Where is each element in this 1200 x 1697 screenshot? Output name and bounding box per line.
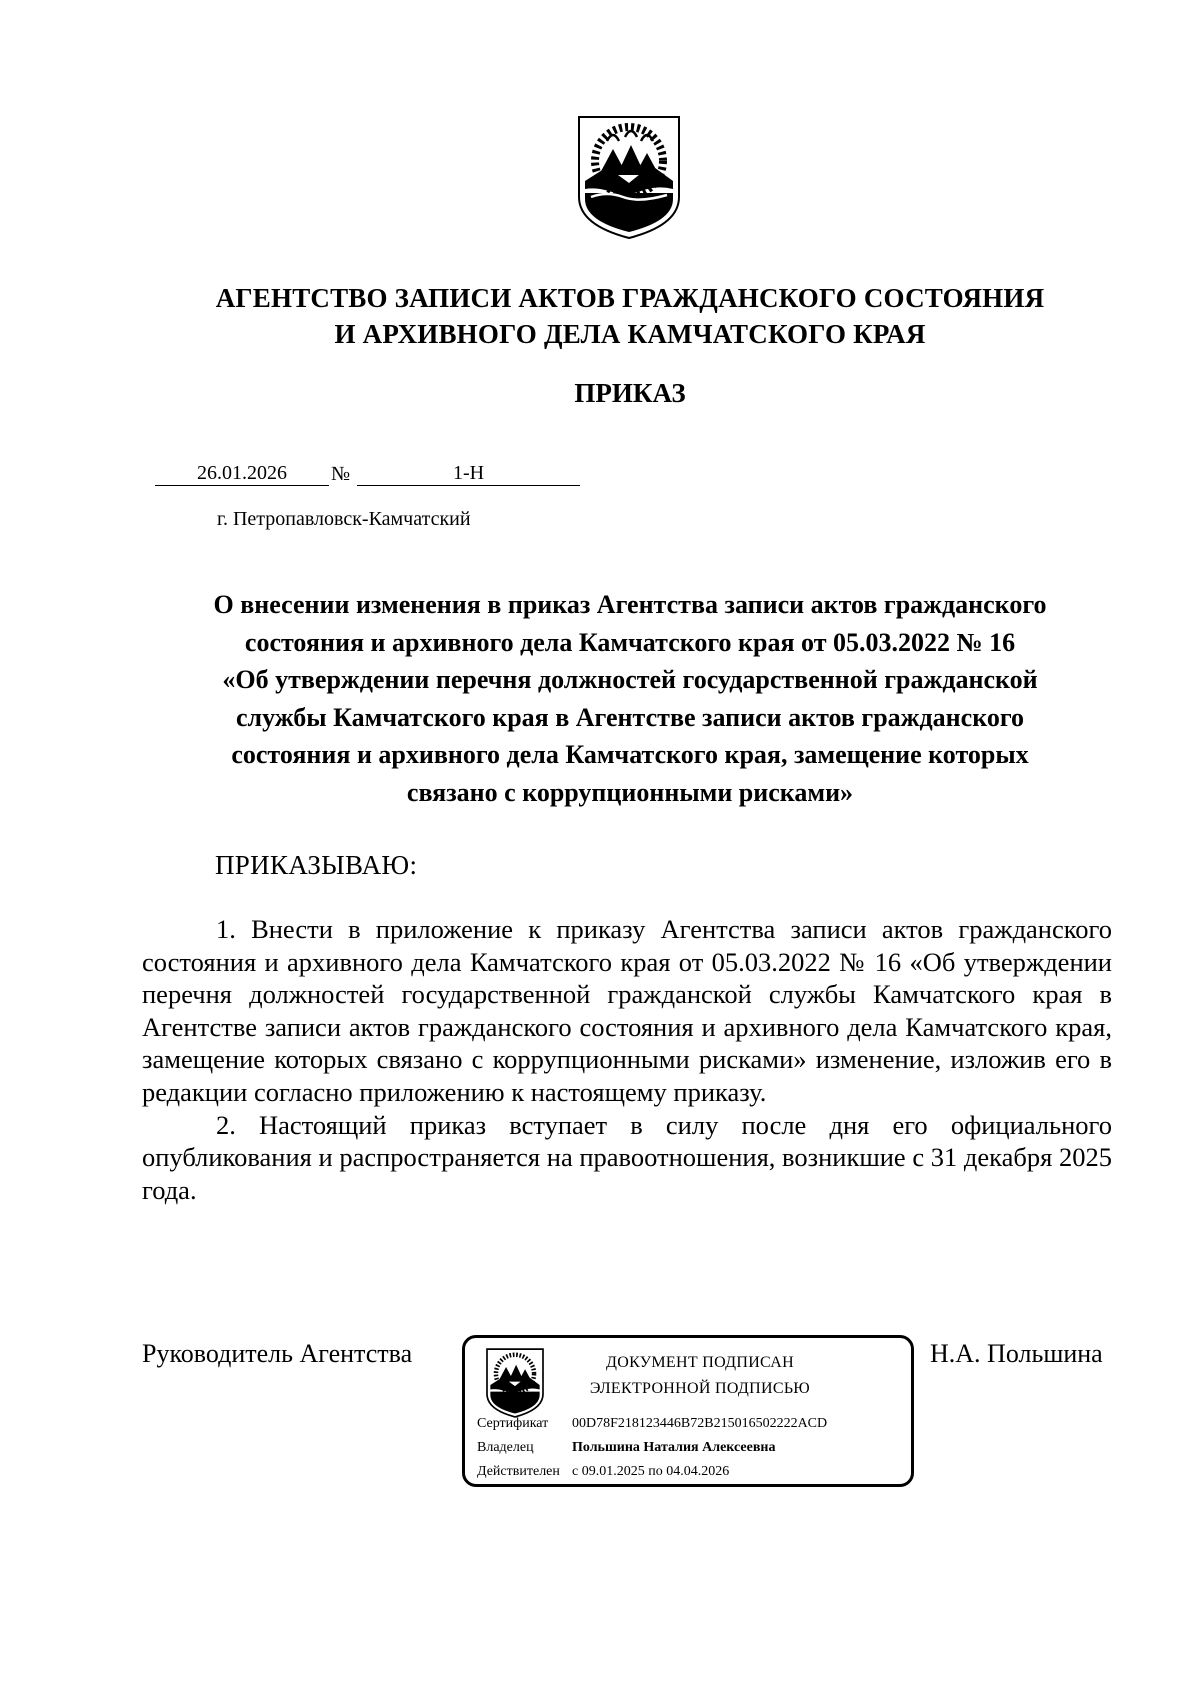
subject-line: связано с коррупционными рисками» [406, 777, 854, 807]
subject-line: «Об утверждении перечня должностей государственной гражданской [222, 665, 1038, 694]
owner-value: Польшина Наталия Алексеевна [572, 1440, 776, 1455]
valid-value: с 09.01.2025 по 04.04.2026 [572, 1464, 730, 1479]
stamp-header-line2: ЭЛЕКТРОННОЙ ПОДПИСЬЮ [589, 1380, 811, 1397]
agency-title [60, 280, 1200, 352]
stamp-emblem [485, 1348, 545, 1418]
coat-of-arms-icon [485, 1348, 545, 1418]
order-date: 26.01.2026 [155, 461, 329, 486]
signatory-title: Руководитель Агентства [142, 1339, 413, 1368]
stamp-certificate-row [477, 1416, 827, 1432]
owner-label: Владелец [477, 1440, 534, 1455]
valid-label: Действителен [477, 1464, 560, 1479]
number-sign: № [331, 463, 351, 485]
stamp-validity-row [477, 1464, 729, 1480]
certificate-label: Сертификат [477, 1416, 549, 1431]
coat-of-arms-icon [577, 115, 681, 240]
order-date-number-line [155, 462, 580, 486]
signatory-name: Н.А. Польшина [930, 1339, 1103, 1368]
paragraph-2: 2. Настоящий приказ вступает в силу после дня его официального опубликования и распространяется на правоотношения, возникшие с 31 декабря 2025 года. [142, 1109, 1112, 1205]
stamp-owner-row [477, 1440, 775, 1456]
certificate-value: 00D78F218123446B72B215016502222ACD [572, 1416, 828, 1431]
subject-line: состояния и архивного дела Камчатского края, замещение которых [231, 740, 1029, 769]
paragraph-1: 1. Внести в приложение к приказу Агентства записи актов гражданского состояния и архивного дела Камчатского края от 05.03.2022 № 16 «Об утверждении перечня должностей государственной гражданской службы Камчатского края в Агентстве записи актов гражданского состояния и архивного дела Камчатского края, замещение которых связано с коррупционными рисками» изменение, изложив его в редакции согласно приложению к настоящему приказу. [142, 914, 1112, 1107]
agency-title-line2: И АРХИВНОГО ДЕЛА КАМЧАТСКОГО КРАЯ [334, 319, 926, 349]
stamp-header [560, 1350, 840, 1402]
coat-of-arms-emblem [577, 115, 681, 240]
agency-title-line1: АГЕНТСТВО ЗАПИСИ АКТОВ ГРАЖДАНСКОГО СОСТОЯНИЯ [215, 283, 1045, 313]
decree-word: ПРИКАЗЫВАЮ: [215, 850, 418, 880]
order-subject [130, 586, 1130, 811]
city: г. Петропавловск-Камчатский [217, 508, 471, 530]
electronic-signature-stamp [462, 1335, 914, 1487]
order-body [142, 913, 1112, 1206]
stamp-header-line1: ДОКУМЕНТ ПОДПИСАН [606, 1354, 794, 1371]
document-type: ПРИКАЗ [574, 378, 686, 408]
subject-line: службы Камчатского края в Агентстве записи актов гражданского [236, 702, 1024, 732]
subject-line: состояния и архивного дела Камчатского края от 05.03.2022 № 16 [244, 627, 1016, 657]
subject-line: О внесении изменения в приказ Агентства записи актов гражданского [213, 590, 1047, 619]
order-number: 1-Н [357, 461, 580, 486]
